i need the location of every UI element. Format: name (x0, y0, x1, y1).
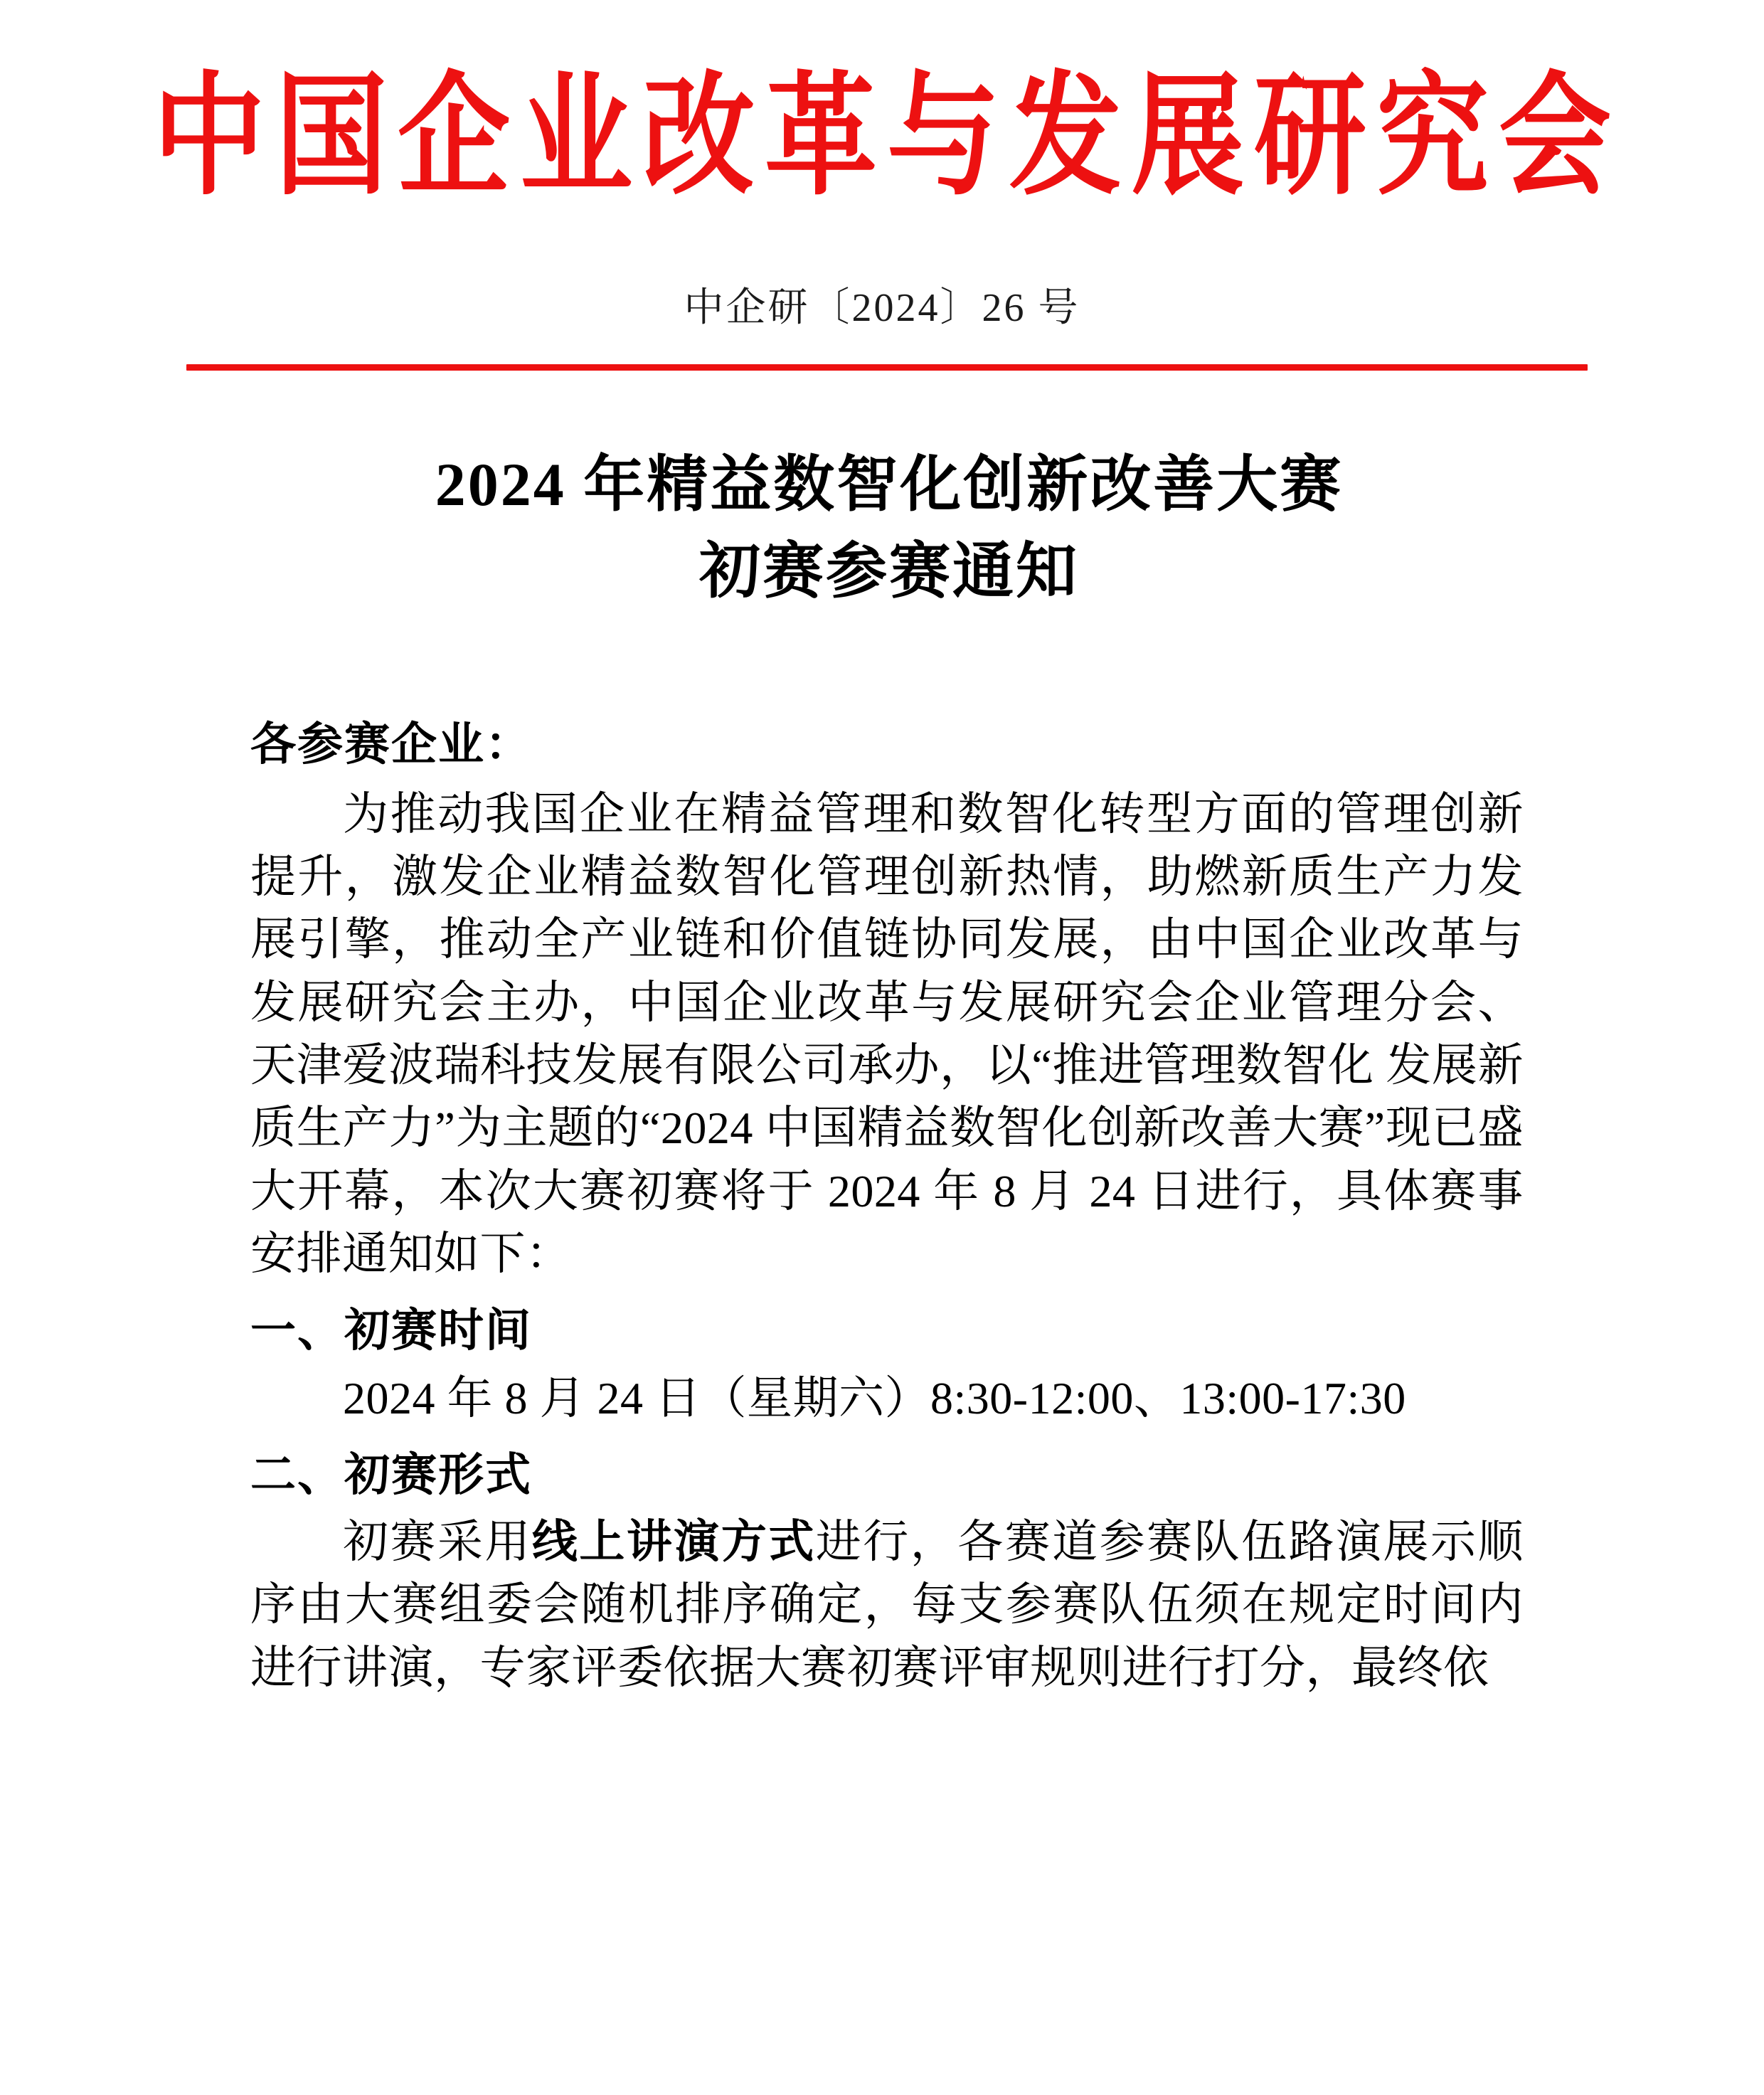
intro-paragraph: 为推动我国企业在精益管理和数智化转型方面的管理创新提升，激发企业精益数智化管理创新热情，助燃新质生产力发展引擎，推动全产业链和价值链协同发展，由中国企业改革与发展研究会主办，中国企业改革与发展研究会企业管理分会、天津爱波瑞科技发展有限公司承办，以“推进管理数智化 发展新质生产力”为主题的“2024 中国精益数智化创新改善大赛”现已盛大开幕，本次大赛初赛将于 2024 年 8 月 24 日进行，具体赛事安排通知如下： (250, 788, 1524, 1279)
red-separator-rule (186, 364, 1588, 371)
document-title-line-1: 2024 年精益数智化创新改善大赛 (435, 450, 1344, 519)
format-text-before-emphasis: 初赛采用 (343, 1517, 532, 1568)
salutation: 各参赛企业： (250, 719, 532, 770)
document-title-line-2: 初赛参赛通知 (699, 537, 1079, 606)
section-heading-1: 一、初赛时间 (250, 1305, 532, 1357)
format-emphasis-online-presentation: 线上讲演方式 (531, 1517, 816, 1568)
format-text-after-emphasis: 进行，各赛道参赛队伍路演展示顺序由大赛组委会随机排序确定，每支参赛队伍须在规定时间内进行讲演，专家评委依据大赛初赛评审规则进行打分，最终依 (250, 1517, 1524, 1693)
document-title (256, 441, 1522, 615)
section-heading-2: 二、初赛形式 (250, 1449, 532, 1500)
document-number: 中企研〔2024〕26 号 (684, 286, 1080, 330)
preliminary-round-time: 2024 年 8 月 24 日（星期六）8:30-12:00、13:00-17:30 (343, 1372, 1406, 1423)
preliminary-round-format-paragraph (250, 1511, 1524, 1699)
issuing-organization-title: 中国企业改革与发展研究会 (153, 63, 1621, 211)
masthead (0, 63, 1764, 211)
document-body (250, 711, 1524, 1699)
